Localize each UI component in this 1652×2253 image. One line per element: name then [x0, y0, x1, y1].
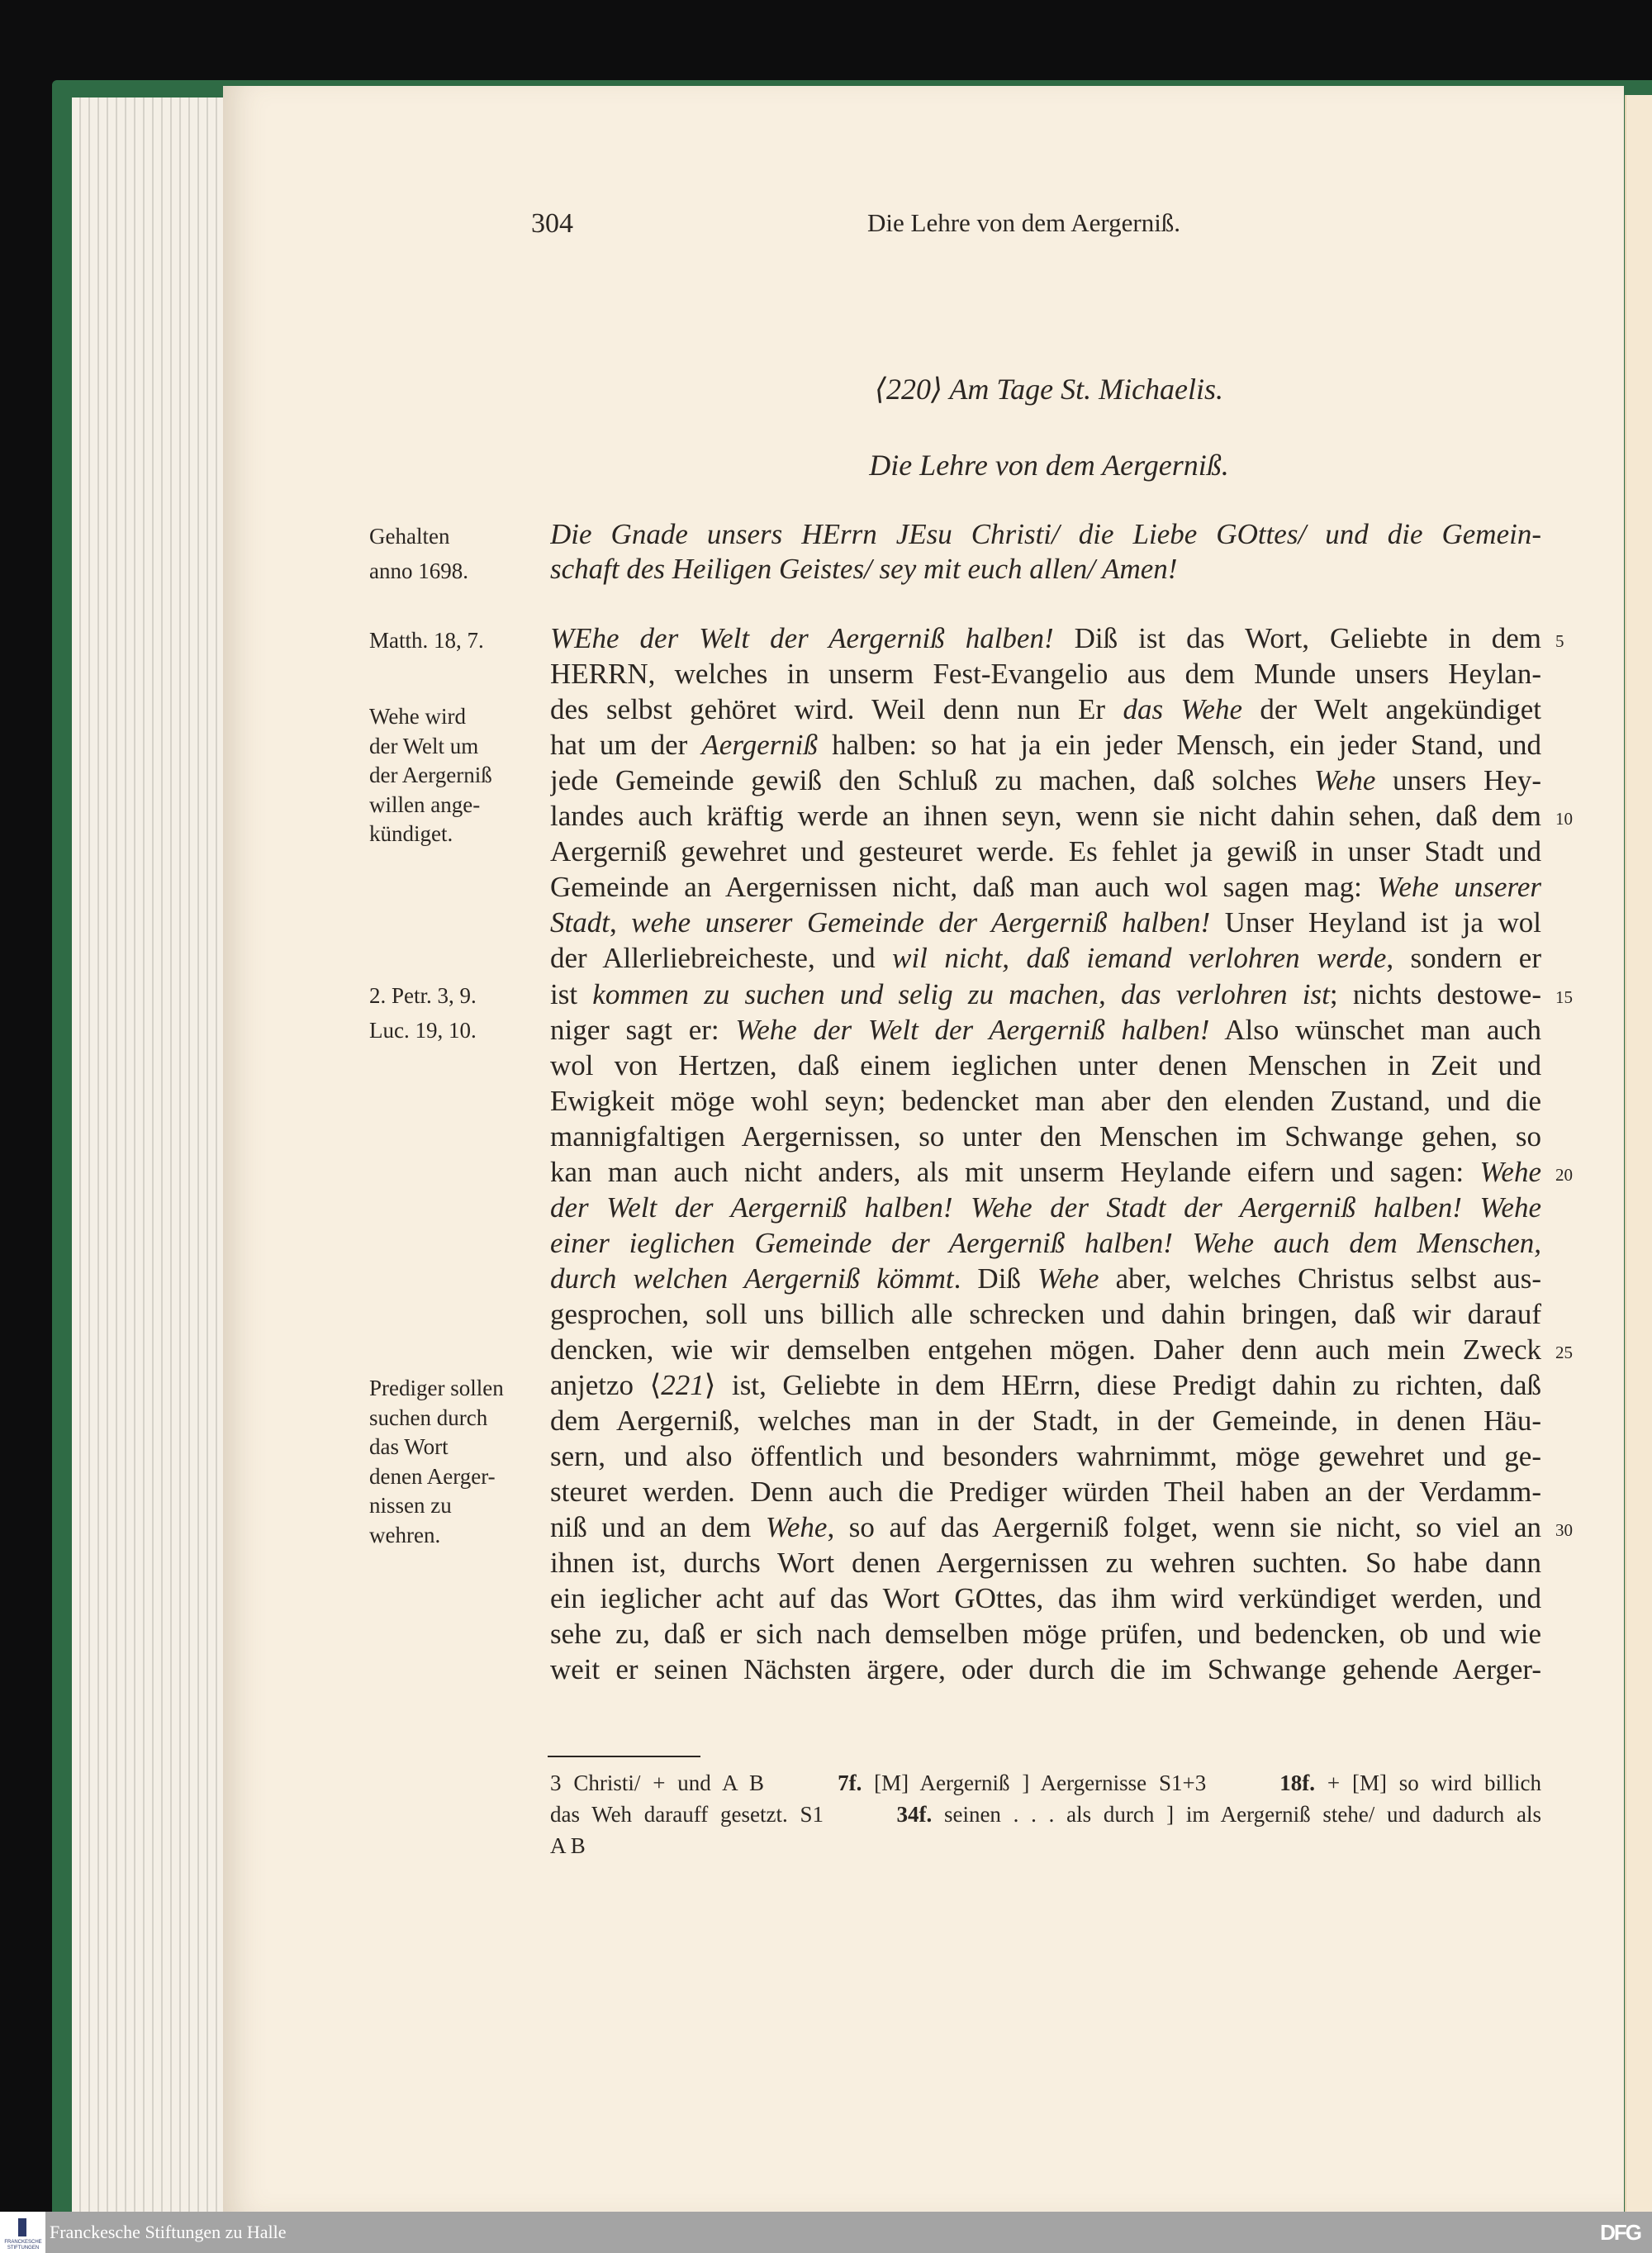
- body-line: [550, 941, 1541, 976]
- text-segment: gesprochen, soll uns billich alle schrecken und dahin bringen, daß wir darauf: [550, 1297, 1541, 1330]
- dfg-logo[interactable]: DFG: [1600, 2220, 1640, 2245]
- margin-note-line: der Welt um: [369, 733, 479, 758]
- margin-note-line: der Aergerniß: [369, 763, 492, 787]
- body-line: [550, 1581, 1541, 1616]
- sermon-subject: Die Lehre von dem Aergerniß.: [869, 449, 1229, 482]
- italic-segment: kommen zu suchen und selig zu machen, das verlohren ist: [592, 977, 1330, 1010]
- next-page-edge: [1625, 95, 1652, 2212]
- text-segment: hat um der: [550, 729, 702, 762]
- text-segment: sehe zu, daß er sich nach demselben möge prüfen, und bedencken, ob und wie: [550, 1618, 1541, 1651]
- line-number: 25: [1555, 1343, 1573, 1362]
- footnote-line: [550, 1831, 1541, 1861]
- text-segment: Gemeinde an Aergernissen nicht, daß man auch wol sagen mag:: [550, 871, 1378, 904]
- margin-note-line: denen Aerger-: [369, 1463, 496, 1489]
- margin-note-line: das Wort: [369, 1434, 449, 1459]
- text-segment: dem Aergerniß, welches man in der Stadt, in der Gemeinde, in denen Häu-: [550, 1405, 1541, 1438]
- margin-note-line: nissen zu: [369, 1493, 452, 1518]
- margin-note-line: anno 1698.: [369, 558, 468, 583]
- text-segment: ; nichts destowe-: [1329, 977, 1541, 1010]
- line-number: 30: [1555, 1520, 1573, 1541]
- line-number: 15: [1555, 986, 1573, 1007]
- body-line: [550, 621, 1541, 656]
- margin-note-line: Wehe wird: [369, 704, 467, 729]
- text-segment: des selbst gehöret wird. Weil denn nun Er: [550, 693, 1123, 726]
- footnote-rule: [548, 1756, 700, 1757]
- body-line: [550, 1617, 1541, 1652]
- footnote-ref: 7f.: [838, 1771, 862, 1795]
- body-line: [550, 1048, 1541, 1083]
- institution-name: Franckesche Stiftungen zu Halle: [50, 2222, 287, 2242]
- margin-note-line: wehren.: [369, 1522, 441, 1547]
- text-segment: landes auch kräftig werde an ihnen seyn, wenn sie nicht dahin sehen, daß dem: [550, 800, 1541, 833]
- italic-segment: 221: [661, 1369, 705, 1402]
- margin-note-line: Luc. 19, 10.: [369, 1018, 477, 1043]
- line-number: 10: [1555, 809, 1573, 829]
- sermon-title: ⟨220⟩ Am Tage St. Michaelis.: [874, 373, 1224, 406]
- body-line: [550, 1475, 1541, 1509]
- body-line: [550, 870, 1541, 905]
- body-line: [550, 1333, 1541, 1367]
- text-segment: anjetzo ⟨: [550, 1369, 662, 1402]
- body-line: [550, 728, 1541, 763]
- italic-segment: Wehe: [765, 1511, 828, 1544]
- text-segment: ist: [550, 977, 593, 1010]
- body-line: [550, 1013, 1541, 1048]
- body-line: [550, 1546, 1541, 1580]
- italic-segment: Wehe der Welt der Aergerniß halben!: [735, 1013, 1210, 1046]
- text-segment: , so auf das Aergerniß folget, wenn sie nicht, so viel an: [827, 1511, 1541, 1544]
- margin-note-line: 2. Petr. 3, 9.: [369, 983, 477, 1008]
- text-segment: ihnen ist, durchs Wort denen Aergernissen zu wehren suchten. So habe dann: [550, 1547, 1541, 1580]
- italic-segment: der Welt der Aergerniß halben! Wehe der Stadt der Aergerniß halben! Wehe: [550, 1191, 1541, 1224]
- footnote-ref: 34f.: [896, 1802, 933, 1827]
- logo-figure-icon: [18, 2218, 26, 2236]
- margin-note-line: Gehalten: [369, 524, 450, 549]
- text-segment: Also wünschet man auch: [1209, 1013, 1541, 1046]
- text-segment: Aergerniß gewehret und gesteuret werde. Es fehlet ja gewiß in unser Stadt und: [550, 835, 1541, 868]
- body-line: [550, 1510, 1541, 1545]
- text-segment: jede Gemeinde gewiß den Schluß zu machen, daß solches: [550, 764, 1314, 797]
- text-segment: wol von Hertzen, daß einem ieglichen unter denen Menschen in Zeit und: [550, 1048, 1541, 1081]
- text-segment: das Weh darauff gesetzt. S1: [550, 1802, 897, 1827]
- footnote-line: [550, 1768, 1541, 1798]
- logo-caption: FRANCKESCHE STIFTUNGEN: [4, 2240, 42, 2251]
- body-line: [550, 1084, 1541, 1119]
- italic-segment: Aergerniß: [701, 729, 819, 762]
- body-line: [550, 1439, 1541, 1474]
- text-segment: der Welt angekündiget: [1242, 693, 1541, 726]
- body-line: [550, 977, 1541, 1012]
- greeting-line: Die Gnade unsers HErrn JEsu Christi/ die Liebe GOttes/ und die Gemein-: [550, 518, 1541, 550]
- text-segment: A B: [550, 1833, 586, 1858]
- body-line: [550, 1226, 1541, 1261]
- text-segment: niß und an dem: [550, 1511, 766, 1544]
- text-segment: kan man auch nicht anders, als mit unserm Heylande eifern und sagen:: [550, 1155, 1480, 1188]
- text-segment: halben: so hat ja ein jeder Mensch, ein jeder Stand, und: [818, 729, 1541, 762]
- page-stack-edge: [72, 97, 237, 2213]
- text-segment: unsers Hey-: [1375, 764, 1541, 797]
- text-segment: niger sagt er:: [550, 1013, 736, 1046]
- text-segment: + [M] so wird billich: [1315, 1771, 1541, 1795]
- body-line: [550, 1191, 1541, 1225]
- body-line: [550, 905, 1541, 940]
- text-segment: , sondern er: [1386, 942, 1541, 975]
- margin-note-line: Prediger sollen: [369, 1376, 504, 1400]
- page-number: 304: [531, 208, 573, 239]
- body-line: [550, 1155, 1541, 1190]
- margin-note-line: kündiget.: [369, 821, 453, 846]
- greeting-line: schaft des Heiligen Geistes/ sey mit euch allen/ Amen!: [550, 553, 1178, 585]
- text-segment: mannigfaltigen Aergernissen, so unter den Menschen im Schwange gehen, so: [550, 1119, 1541, 1153]
- italic-segment: einer ieglichen Gemeinde der Aergerniß halben! Wehe auch dem Menschen,: [550, 1226, 1541, 1259]
- text-segment: der Allerliebreicheste, und: [550, 942, 893, 975]
- body-line: [550, 1297, 1541, 1332]
- text-segment: Diß ist das Wort, Geliebte in dem: [1053, 622, 1541, 654]
- text-segment: 3 Christi/ + und A B: [550, 1771, 838, 1795]
- body-line: [550, 692, 1541, 727]
- margin-note-line: Matth. 18, 7.: [369, 628, 484, 653]
- text-segment: . Diß: [953, 1262, 1038, 1295]
- text-segment: seinen . . . als durch ] im Aergerniß stehe/ und dadurch als: [932, 1802, 1541, 1827]
- italic-segment: Wehe unserer: [1377, 871, 1541, 904]
- italic-segment: Wehe: [1313, 764, 1376, 797]
- body-line: [550, 1368, 1541, 1403]
- body-line: [550, 799, 1541, 834]
- text-segment: dencken, wie wir demselben entgehen mögen. Daher denn auch mein Zweck: [550, 1333, 1541, 1366]
- institution-logo[interactable]: [0, 2212, 45, 2253]
- text-segment: Ewigkeit möge wohl seyn; bedencket man aber den elenden Zustand, und die: [550, 1084, 1541, 1117]
- body-line: [550, 1262, 1541, 1296]
- italic-segment: das Wehe: [1123, 693, 1243, 726]
- body-line: [550, 834, 1541, 869]
- italic-segment: Stadt: [550, 906, 610, 939]
- italic-segment: Wehe: [1037, 1262, 1099, 1295]
- text-segment: ,: [609, 906, 632, 939]
- text-segment: [M] Aergerniß ] Aergernisse S1+3: [862, 1771, 1280, 1795]
- italic-segment: WEhe der Welt der Aergerniß halben!: [550, 622, 1054, 654]
- margin-note-line: suchen durch: [369, 1405, 488, 1430]
- footnote-ref: 18f.: [1279, 1771, 1316, 1795]
- italic-segment: durch welchen Aergerniß kömmt: [550, 1262, 954, 1295]
- running-head: Die Lehre von dem Aergerniß.: [867, 208, 1181, 237]
- italic-segment: Wehe: [1479, 1155, 1541, 1188]
- body-line: [550, 1652, 1541, 1687]
- text-segment: Unser Heyland ist ja wol: [1210, 906, 1541, 939]
- footer-bar: [0, 2212, 1652, 2253]
- body-line: [550, 763, 1541, 798]
- body-line: [550, 1404, 1541, 1438]
- line-number: 5: [1555, 631, 1564, 651]
- footnote-line: [550, 1799, 1541, 1829]
- italic-segment: wehe unserer Gemeinde der Aergerniß halben!: [631, 906, 1211, 939]
- text-segment: HERRN, welches in unserm Fest-Evangelio aus dem Munde unsers Heylan-: [550, 658, 1541, 691]
- text-segment: ein ieglicher acht auf das Wort GOttes, das ihm wird verkündiget werden, und: [550, 1582, 1541, 1615]
- body-line: [550, 1119, 1541, 1154]
- text-segment: aber, welches Christus selbst aus-: [1099, 1262, 1541, 1295]
- margin-note-line: willen ange-: [369, 791, 481, 817]
- italic-segment: wil nicht, daß iemand verlohren werde: [892, 942, 1387, 975]
- line-number: 20: [1555, 1164, 1573, 1185]
- text-segment: steuret werden. Denn auch die Prediger würden Theil haben an der Verdamm-: [550, 1476, 1541, 1509]
- text-segment: sern, und also öffentlich und besonders wahrnimmt, möge gewehret und ge-: [550, 1440, 1541, 1473]
- body-line: [550, 657, 1541, 692]
- text-segment: weit er seinen Nächsten ärgere, oder durch die im Schwange gehende Aerger-: [550, 1653, 1541, 1686]
- text-segment: ⟩ ist, Geliebte in dem HErrn, diese Predigt dahin zu richten, daß: [704, 1369, 1541, 1402]
